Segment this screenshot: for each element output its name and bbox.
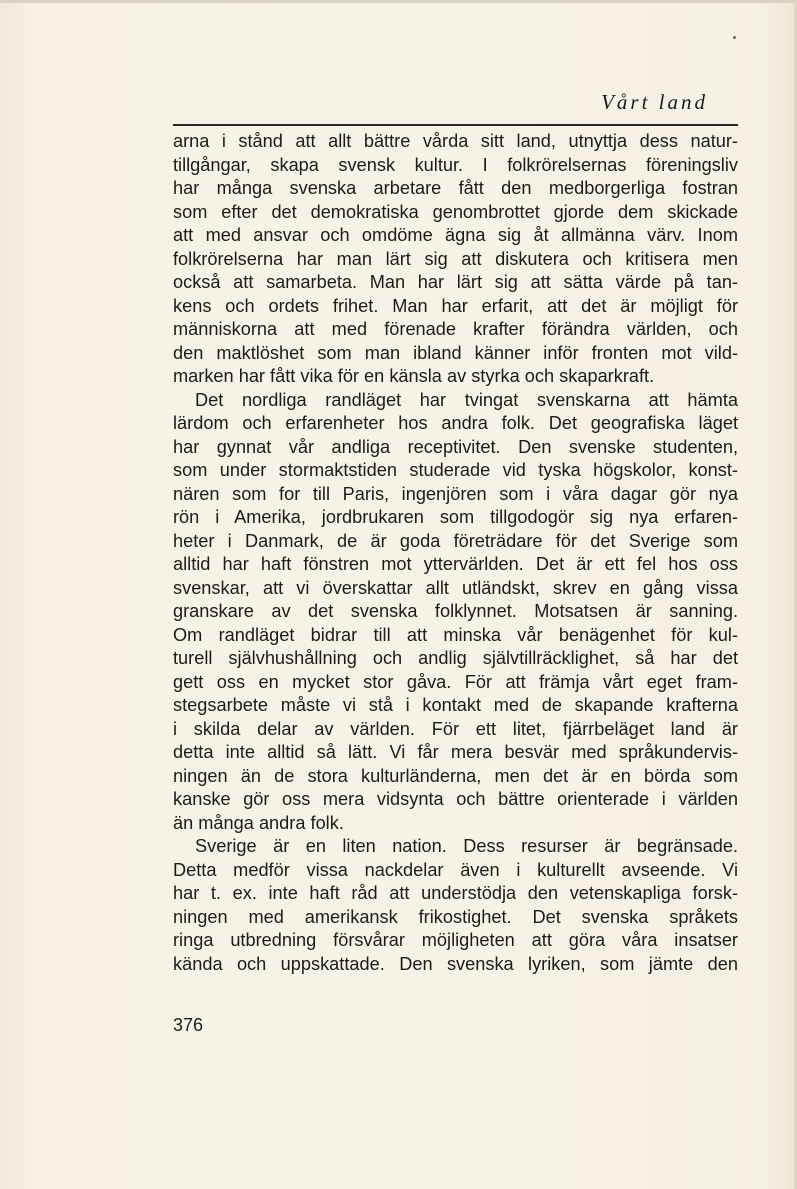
text-line: tillgångar, skapa svensk kultur. I folkrörelsernas föreningsliv [173, 154, 738, 175]
text-line: turell självhushållning och andlig självtillräcklighet, så har det [173, 648, 738, 668]
text-line: i skilda delar av världen. För ett litet, fjärrbeläget land är [173, 718, 738, 739]
text-line: nären som for till Paris, ingenjören som i våra dagar gör nya [173, 483, 738, 504]
text-line: har t. ex. inte haft råd att understödja den vetenskapliga forsk- [173, 883, 738, 903]
text-line: stegsarbete måste vi stå i kontakt med de skapande krafterna [173, 695, 738, 715]
text-line: ningen med amerikansk frikostighet. Det svenska språkets [173, 906, 738, 927]
paragraph [173, 130, 738, 389]
text-line: har många svenska arbetare fått den medborgerliga fostran [173, 178, 738, 198]
text-line: rön i Amerika, jordbrukaren som tillgodogör sig nya erfaren- [173, 507, 738, 527]
page-number: 376 [173, 1015, 204, 1035]
text-line: Detta medför vissa nackdelar även i kulturellt avseende. Vi [173, 859, 738, 880]
text-line: arna i stånd att allt bättre vårda sitt land, utnyttja dess natur- [173, 131, 738, 151]
text-line: Om randläget bidrar till att minska vår benägenhet för kul- [173, 624, 738, 645]
text-line: Det nordliga randläget har tvingat svenskarna att hämta [195, 389, 738, 410]
text-line: kända och uppskattade. Den svenska lyriken, som jämte den [173, 953, 738, 974]
text-line: kens och ordets frihet. Man har erfarit, att det är möjligt för [173, 295, 738, 316]
text-line: svenskar, att vi överskattar allt utländskt, skrev en gång vissa [173, 577, 738, 598]
text-line: har gynnat vår andliga receptivitet. Den svenske studenten, [173, 436, 738, 457]
print-speck [733, 36, 736, 39]
text-line: ringa utbredning försvårar möjligheten att göra våra insatser [173, 930, 738, 950]
text-line: granskare av det svenska folklynnet. Motsatsen är sanning. [173, 601, 738, 621]
text-line: lärdom och erfarenheter hos andra folk. Det geografiska läget [173, 413, 738, 433]
text-line: människorna att med förenade krafter förändra världen, och [173, 319, 738, 339]
text-line: marken har fått vika för en känsla av styrka och skaparkraft. [173, 366, 655, 386]
text-line: än många andra folk. [173, 812, 344, 833]
text-line: folkrörelserna har man lärt sig att diskutera och kritisera men [173, 248, 738, 269]
text-line: den maktlöshet som man ibland känner inför fronten mot vild- [173, 342, 738, 363]
text-line: alltid har haft fönstren mot yttervärlden. Det är ett fel hos oss [173, 554, 738, 574]
text-line: som under stormaktstiden studerade vid tyska högskolor, konst- [173, 460, 738, 480]
text-line: kanske gör oss mera vidsynta och bättre orienterade i världen [173, 789, 738, 809]
page-edge-top [0, 0, 797, 3]
paragraph [173, 835, 738, 976]
running-header-title: Vårt land [601, 90, 708, 114]
text-line: som efter det demokratiska genombrottet gjorde dem skickade [173, 201, 738, 222]
text-line: Sverige är en liten nation. Dess resurser är begränsade. [195, 836, 738, 856]
text-line: också att samarbeta. Man har lärt sig att sätta värde på tan- [173, 272, 738, 292]
text-line: ningen än de stora kulturländerna, men det är en börda som [173, 765, 738, 786]
text-line: gett oss en mycket stor gåva. För att främja vårt eget fram- [173, 671, 738, 692]
text-line: att med ansvar och omdöme ägna sig åt allmänna värv. Inom [173, 225, 738, 245]
paragraph [173, 389, 738, 836]
header-rule [173, 124, 738, 126]
text-line: heter i Danmark, de är goda företrädare för det Sverige som [173, 530, 738, 551]
body-text [173, 130, 738, 976]
text-line: detta inte alltid så lätt. Vi får mera besvär med språkundervis- [173, 742, 738, 762]
